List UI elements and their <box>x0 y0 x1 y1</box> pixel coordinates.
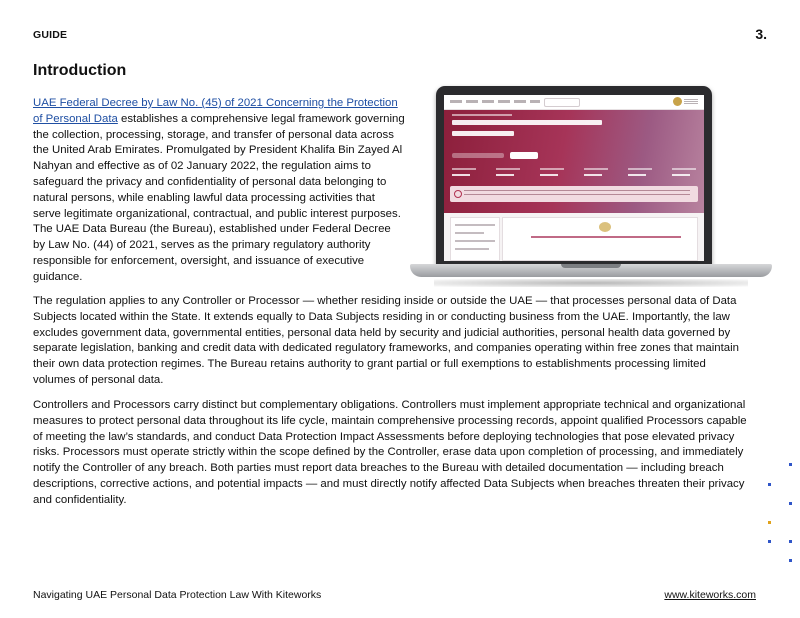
page-number: 3. <box>755 26 767 42</box>
footer-title: Navigating UAE Personal Data Protection Law With Kiteworks <box>33 589 322 601</box>
mock-alert <box>450 186 698 202</box>
footer-website-link[interactable]: www.kiteworks.com <box>664 589 756 601</box>
dot-marker <box>789 463 792 466</box>
seal-icon <box>599 222 611 232</box>
mock-site-header <box>444 95 704 110</box>
info-icon <box>454 190 462 198</box>
intro-text: establishes a comprehensive legal framework governing the collection, processing, storage, and transfer of personal data across the United Arab Emirates. Promulgated by President Khalifa Bin Zayed Al Nahyan and effective as of 02 January 2022, the regulation aims to safeguard the privacy and confidentiality of personal data belonging to natural persons, while enabling lawful data processing activities that serve legitimate organizational, contractual, and public interest purposes. The UAE Data Bureau (the Bureau), established under Federal Decree by Law No. (44) of 2021, serves as the primary regulatory authority responsible for enforcement, oversight, and issuance of executive guidance. <box>33 112 405 283</box>
laptop-illustration <box>410 86 772 300</box>
dot-marker <box>789 559 792 562</box>
laptop-screen <box>444 95 704 261</box>
mock-hero-banner <box>444 110 704 214</box>
dot-marker <box>768 483 771 486</box>
mock-content <box>444 213 704 261</box>
section-heading: Introduction <box>33 62 127 79</box>
dot-marker <box>768 521 771 524</box>
scope-paragraph: The regulation applies to any Controller or Processor — whether residing inside or outside the UAE — that processes personal data of Data Subjects located within the State. It extends equally to Data Subjects residing in or conducting business from the UAE. Importantly, the law excludes government data, governmental entities, personal data held by security and judicial authorities, personal health data governed by separate legislation, banking and credit data with dedicated regulatory frameworks, and companies operating within free zones that maintain their own data protection regimes. The Bureau retains authority to grant partial or full exemptions to establishments processing limited volumes of personal data. <box>33 295 739 386</box>
emblem-icon <box>673 97 682 106</box>
obligations-paragraph: Controllers and Processors carry distinct but complementary obligations. Controllers must implement appropriate technical and organizational measures to protect personal data throughout its life cycle, maintain comprehensive processing records, appoint qualified Processors capable of meeting the law’s standards, and conduct Data Protection Impact Assessments before deploying technologies that pose elevated privacy risks. Processors must operate strictly within the scope defined by the Controller, erase data upon completion of processing, and immediately notify the Controller of any breach. Both parties must report data breaches to the Bureau with detailed documentation — including breach descriptions, corrective actions, and potential impacts — and must directly notify affected Data Subjects when breaches threaten their privacy and confidentiality. <box>33 399 747 506</box>
laptop-lid <box>436 86 712 266</box>
dot-marker <box>789 540 792 543</box>
dot-marker <box>789 502 792 505</box>
section-label: GUIDE <box>33 29 68 41</box>
decree-link[interactable]: UAE Federal Decree by Law No. (45) of 2021 Concerning the Protection of Personal Data <box>33 97 398 125</box>
dot-marker <box>768 540 771 543</box>
intro-paragraph <box>33 96 405 286</box>
